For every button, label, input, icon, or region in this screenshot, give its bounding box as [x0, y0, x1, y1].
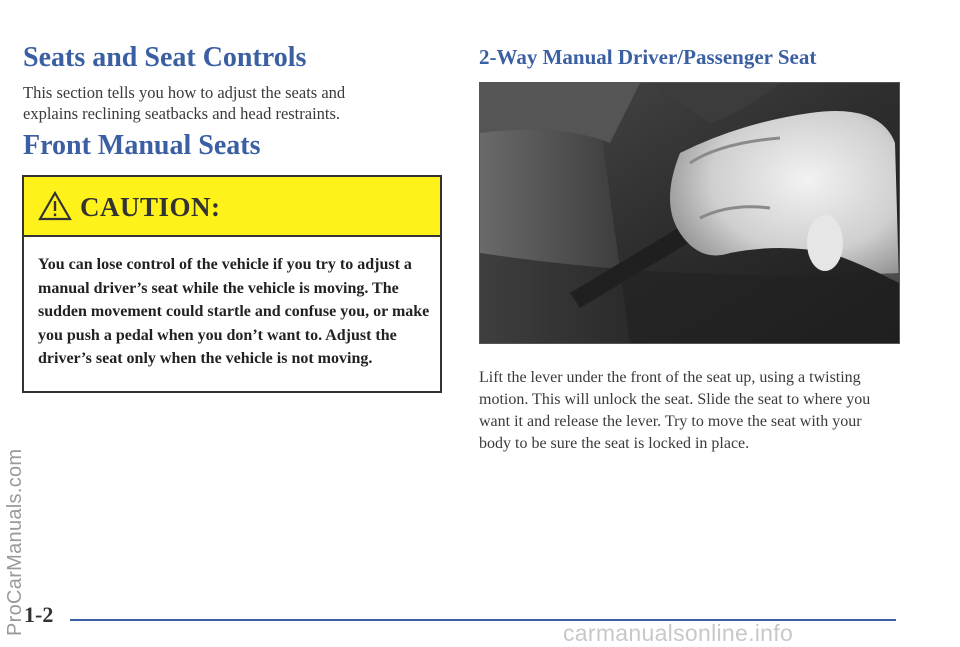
watermark-bottom: carmanualsonline.info — [563, 620, 794, 646]
watermark-left: ProCarManuals.com — [4, 448, 26, 636]
warning-triangle-icon — [38, 191, 72, 221]
section-heading-2way-seat: 2-Way Manual Driver/Passenger Seat — [479, 45, 817, 69]
seat-lever-illustration — [480, 83, 899, 343]
section-heading-front-manual-seats: Front Manual Seats — [23, 130, 261, 161]
seat-lever-photo — [479, 82, 900, 344]
page-title: Seats and Seat Controls — [23, 42, 307, 73]
instructions-paragraph: Lift the lever under the front of the seat up, using a twisting motion. This will unlock the seat. Slide the seat to where you want it and release the lever. Try to move the seat with your body to be sure the seat is locked in place. — [479, 369, 871, 452]
page-number: 1-2 — [24, 602, 54, 627]
caution-banner — [24, 177, 440, 237]
caution-text: You can lose control of the vehicle if you try to adjust a manual driver’s seat while the vehicle is moving. The sudden movement could startle and confuse you, or make you push a pedal when you don’t want to. Adjust the driver’s seat only when the vehicle is not moving. — [38, 256, 430, 367]
intro-paragraph: This section tells you how to adjust the seats and explains reclining seatbacks and head restraints. — [23, 83, 346, 123]
caution-box — [22, 175, 442, 393]
caution-title: CAUTION: — [80, 192, 221, 222]
